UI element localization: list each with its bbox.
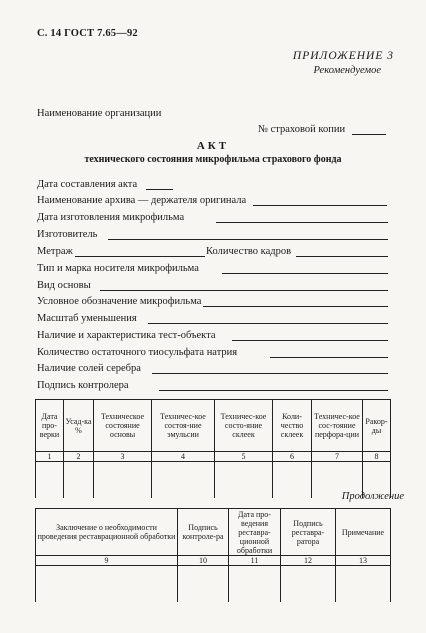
appendix-subtitle: Рекомендуемое: [313, 65, 381, 76]
column-number: 4: [152, 452, 215, 462]
column-number: 10: [178, 556, 229, 566]
field-made-label: Дата изготовления микрофильма: [37, 212, 185, 223]
column-number: 11: [229, 556, 281, 566]
field-signature: [0, 380, 426, 396]
field-maker-line[interactable]: [108, 239, 388, 240]
field-base-line[interactable]: [100, 290, 388, 291]
restoration-table-header-row: [36, 509, 391, 556]
field-length: [0, 246, 426, 262]
field-silver-label: Наличие солей серебра: [37, 363, 141, 374]
table-cell[interactable]: [215, 462, 273, 499]
inspection-header-cell: Дата про-верки: [36, 400, 64, 452]
insurance-copy-label: № страховой копии: [258, 124, 346, 135]
inspection-header-cell: Техничес-кое сос-тояние перфора-ции: [312, 400, 363, 452]
restoration-table-number-row: [36, 556, 391, 566]
field-thio-line[interactable]: [270, 357, 388, 358]
field-signature-label: Подпись контролера: [37, 380, 129, 391]
field-signature-line[interactable]: [159, 390, 388, 391]
table-cell[interactable]: [64, 462, 94, 499]
field-archive-line[interactable]: [253, 205, 387, 206]
act-title: АКТ: [196, 140, 230, 152]
field-carrier: [0, 263, 426, 279]
organization-label: Наименование организации: [37, 108, 162, 119]
column-number: 3: [94, 452, 152, 462]
restoration-header-cell: Заключение о необходимости проведения реставрационной обработки: [36, 509, 178, 556]
field-frames-label: Количество кадров: [206, 246, 292, 257]
field-designation-label: Условное обозначение микрофильма: [37, 296, 202, 307]
field-made: [0, 212, 426, 228]
restoration-table-entry-row: [36, 566, 391, 603]
table-cell[interactable]: [273, 462, 312, 499]
field-carrier-label: Тип и марка носителя микрофильма: [37, 263, 199, 274]
inspection-header-cell: Техническое состояние основы: [94, 400, 152, 452]
column-number: 6: [273, 452, 312, 462]
field-scale-line[interactable]: [148, 323, 388, 324]
table-cell[interactable]: [94, 462, 152, 499]
field-frames-line[interactable]: [296, 256, 388, 257]
restoration-table: [35, 508, 391, 602]
field-maker: [0, 229, 426, 245]
restoration-header-cell: Примечание: [336, 509, 391, 556]
column-number: 7: [312, 452, 363, 462]
column-number: 5: [215, 452, 273, 462]
restoration-header-cell: Подпись реставра-ратора: [281, 509, 336, 556]
field-date: [0, 179, 426, 195]
continuation-label: Продолжение: [341, 491, 404, 502]
inspection-header-cell: Техничес-кое состо-яние склеек: [215, 400, 273, 452]
field-maker-label: Изготовитель: [37, 229, 98, 240]
inspection-header-cell: Ракор-ды: [363, 400, 391, 452]
field-silver: [0, 363, 426, 379]
column-number: 9: [36, 556, 178, 566]
table-cell[interactable]: [281, 566, 336, 603]
field-designation-line[interactable]: [203, 306, 388, 307]
field-test: [0, 330, 426, 346]
field-archive-label: Наименование архива — держателя оригинала: [37, 195, 247, 206]
inspection-table-entry-row: [36, 462, 391, 499]
field-scale: [0, 313, 426, 329]
table-cell[interactable]: [229, 566, 281, 603]
table-cell[interactable]: [336, 566, 391, 603]
field-base: [0, 280, 426, 296]
table-cell[interactable]: [152, 462, 215, 499]
column-number: 2: [64, 452, 94, 462]
field-thio-label: Количество остаточного тиосульфата натрия: [37, 347, 238, 358]
field-date-line[interactable]: [146, 189, 173, 190]
field-designation: [0, 296, 426, 312]
field-length-line[interactable]: [75, 256, 205, 257]
field-test-line[interactable]: [232, 340, 388, 341]
field-length-label: Метраж: [37, 246, 73, 257]
inspection-table-number-row: [36, 452, 391, 462]
restoration-header-cell: Подпись контроле-ра: [178, 509, 229, 556]
insurance-copy-line[interactable]: [352, 134, 386, 135]
field-scale-label: Масштаб уменьшения: [37, 313, 137, 324]
act-subtitle: технического состояния микрофильма страхового фонда: [84, 154, 342, 165]
field-thio: [0, 347, 426, 363]
inspection-table: [35, 399, 391, 498]
page-header: С. 14 ГОСТ 7.65—92: [37, 28, 138, 39]
inspection-header-cell: Техничес-кое состоя-ние эмульсии: [152, 400, 215, 452]
field-test-label: Наличие и характеристика тест-объекта: [37, 330, 216, 341]
field-carrier-line[interactable]: [222, 273, 388, 274]
appendix-title: ПРИЛОЖЕНИЕ 3: [292, 50, 394, 62]
table-cell[interactable]: [36, 462, 64, 499]
restoration-header-cell: Дата про-ведения реставра-ционной обработки: [229, 509, 281, 556]
field-silver-line[interactable]: [152, 373, 388, 374]
column-number: 1: [36, 452, 64, 462]
field-made-line[interactable]: [216, 222, 388, 223]
field-date-label: Дата составления акта: [37, 179, 138, 190]
field-base-label: Вид основы: [37, 280, 91, 291]
column-number: 12: [281, 556, 336, 566]
column-number: 13: [336, 556, 391, 566]
table-cell[interactable]: [178, 566, 229, 603]
inspection-header-cell: Коли-чество склеек: [273, 400, 312, 452]
column-number: 8: [363, 452, 391, 462]
field-archive: [0, 195, 426, 211]
table-cell[interactable]: [36, 566, 178, 603]
inspection-table-header-row: [36, 400, 391, 452]
inspection-header-cell: Усад-ка %: [64, 400, 94, 452]
